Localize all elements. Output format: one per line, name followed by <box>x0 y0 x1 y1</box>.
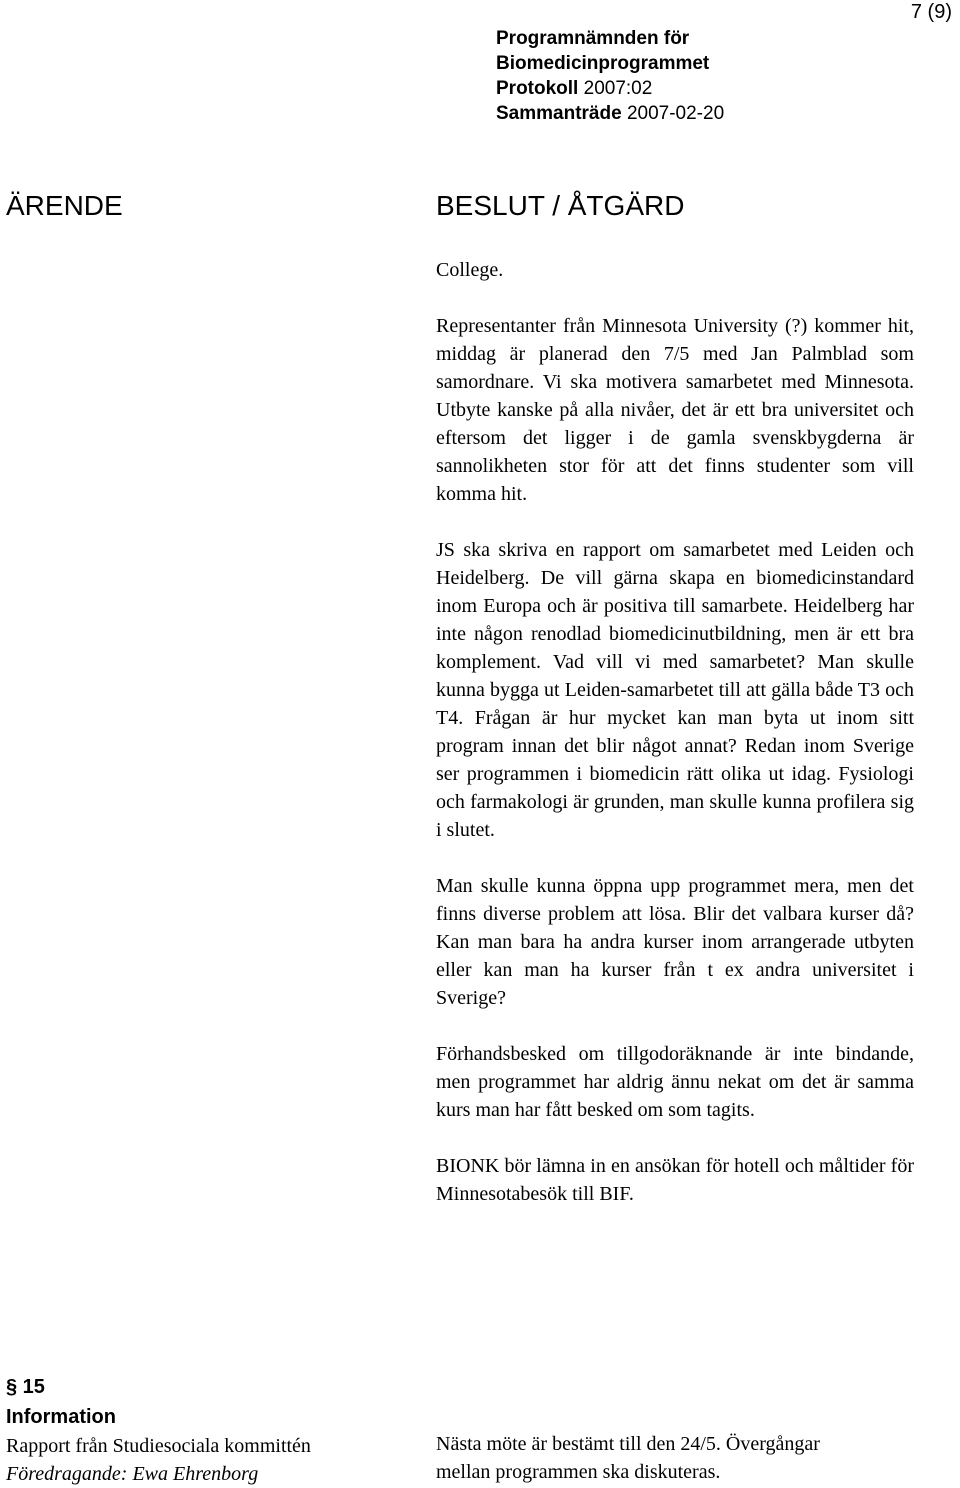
meeting-date: 2007-02-20 <box>626 103 725 124</box>
page-number: 7 (9) <box>910 1 952 23</box>
paragraph: JS ska skriva en rapport om samarbetet med Leiden och Heidelberg. De vill gärna skapa en biomedicinstandard inom Europa och är positiva till samarbete. Heidelberg har inte någon renodlad biomedicinutbildning, men är ett bra komplement. Vad vill vi med samarbetet? Man skulle kunna bygga ut Leiden-samarbetet till att gälla både T3 och T4. Frågan är hur mycket kan man byta ut inom sitt program innan det blir något annat? Redan inom Sverige ser programmen i biomedicin rätt olika ut idag. Fysiologi och farmakologi är grunden, man skulle kunna profilera sig i slutet. <box>436 539 914 841</box>
committee-name-line2: Biomedicinprogrammet <box>496 53 710 74</box>
item-number: § 15 <box>6 1376 45 1398</box>
paragraph: College. <box>436 259 504 281</box>
item-report: Rapport från Studiesociala kommittén <box>6 1435 311 1457</box>
item-decision-line: mellan programmen ska diskuteras. <box>436 1461 721 1483</box>
agenda-item <box>6 1372 426 1488</box>
item-title: Information <box>6 1406 116 1428</box>
decision-body-text <box>436 256 914 1208</box>
protocol-label: Protokoll <box>496 78 579 99</box>
paragraph: BIONK bör lämna in en ansökan för hotell och måltider för Minnesotabesök till BIF. <box>436 1155 914 1205</box>
item-presenter: Föredragande: Ewa Ehrenborg <box>6 1463 259 1485</box>
paragraph: Representanter från Minnesota University (?) kommer hit, middag är planerad den 7/5 med Jan Palmblad som samordnare. Vi ska motivera samarbetet med Minnesota. Utbyte kanske på alla nivåer, det är ett bra universitet och eftersom det ligger i de gamla svenskbygderna är sannolikheten stor för att det finns studenter som vill komma hit. <box>436 315 914 505</box>
document-header <box>496 26 724 126</box>
paragraph: Man skulle kunna öppna upp programmet mera, men det finns diverse problem att lösa. Blir det valbara kurser då? Kan man bara ha andra kurser inom arrangerade utbyten eller kan man ha kurser från t ex andra universitet i Sverige? <box>436 875 914 1009</box>
protocol-line <box>496 76 724 101</box>
paragraph: Förhandsbesked om tillgodoräknande är inte bindande, men programmet har aldrig ännu nekat om det är samma kurs man har fått besked om som tagits. <box>436 1043 914 1121</box>
protocol-number: 2007:02 <box>583 78 653 99</box>
meeting-line <box>496 101 724 126</box>
committee-name-line1: Programnämnden för <box>496 28 690 49</box>
matter-column-heading: ÄRENDE <box>6 190 123 221</box>
item-decision-line: Nästa möte är bestämt till den 24/5. Övergångar <box>436 1433 820 1455</box>
meeting-label: Sammanträde <box>496 103 622 124</box>
decision-column-heading: BESLUT / ÅTGÄRD <box>436 190 685 221</box>
item-decision <box>436 1430 914 1486</box>
